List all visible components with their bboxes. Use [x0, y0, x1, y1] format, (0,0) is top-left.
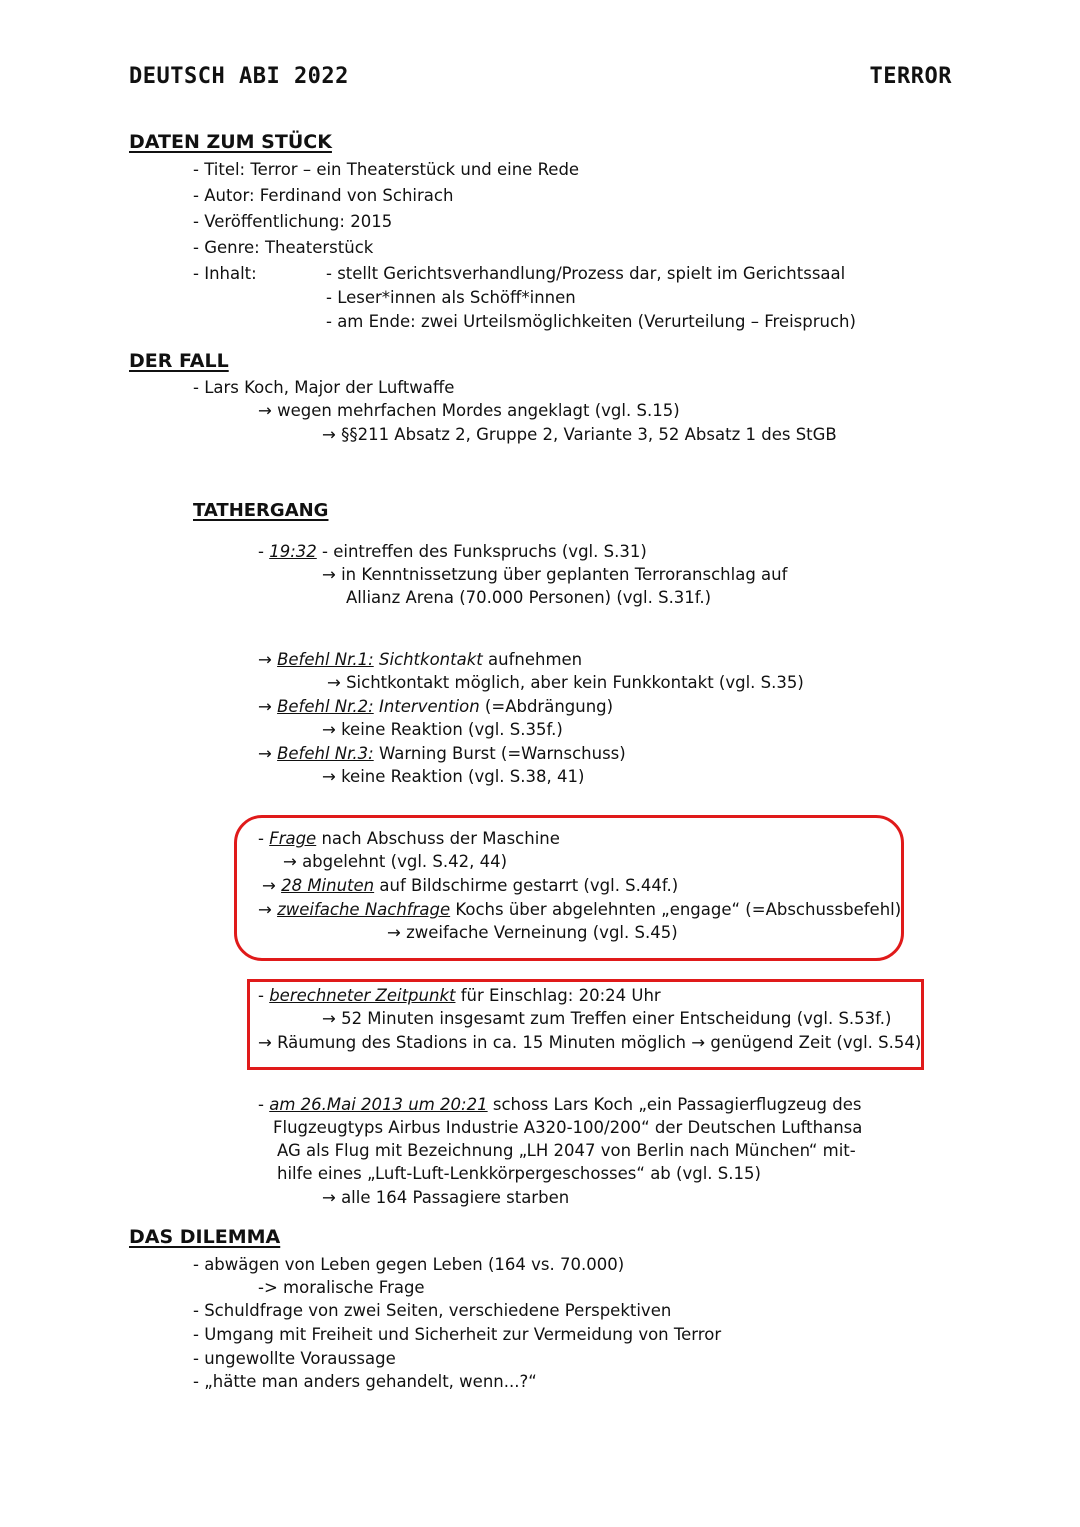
tathergang-entry-1932-sub: → in Kenntnissetzung über geplanten Terroranschlag auf [322, 565, 788, 584]
zweifache-nachfrage: → zweifache Nachfrage Kochs über abgelehnten „engage“ (=Abschussbefehl) [258, 900, 902, 919]
abschuss-ereignis-result: → alle 164 Passagiere starben [322, 1188, 570, 1207]
befehl-2-result: → keine Reaktion (vgl. S.35f.) [322, 720, 563, 739]
befehl-1: → Befehl Nr.1: Sichtkontakt aufnehmen [258, 650, 583, 669]
berechneter-zeitpunkt: - berechneter Zeitpunkt für Einschlag: 20:24 Uhr [258, 986, 661, 1005]
dilemma-line: -> moralische Frage [258, 1278, 425, 1297]
abschuss-ereignis-line: hilfe eines „Luft-Luft-Lenkkörpergeschosses“ ab (vgl. S.15) [277, 1164, 761, 1183]
abschuss-ereignis-line: Flugzeugtyps Airbus Industrie A320-100/200“ der Deutschen Lufthansa [273, 1118, 863, 1137]
befehl-1-result: → Sichtkontakt möglich, aber kein Funkkontakt (vgl. S.35) [327, 673, 804, 692]
daten-titel: - Titel: Terror – ein Theaterstück und eine Rede [193, 160, 580, 179]
fall-line-2: → wegen mehrfachen Mordes angeklagt (vgl. S.15) [258, 401, 680, 420]
tathergang-entry-1932: - 19:32 - eintreffen des Funkspruchs (vgl. S.31) [258, 542, 647, 561]
befehl-3-result: → keine Reaktion (vgl. S.38, 41) [322, 767, 585, 786]
dilemma-line: - Schuldfrage von zwei Seiten, verschiedene Perspektiven [193, 1301, 672, 1320]
abschuss-ereignis-line: AG als Flug mit Bezeichnung „LH 2047 von Berlin nach München“ mit- [277, 1141, 856, 1160]
daten-autor: - Autor: Ferdinand von Schirach [193, 186, 454, 205]
fall-line-3: → §§211 Absatz 2, Gruppe 2, Variante 3, 52 Absatz 1 des StGB [322, 425, 837, 444]
daten-inhalt-item: - Leser*innen als Schöff*innen [326, 288, 576, 307]
section-title-dilemma: DAS DILEMMA [129, 1226, 281, 1248]
dilemma-line: - Umgang mit Freiheit und Sicherheit zur Vermeidung von Terror [193, 1325, 722, 1344]
section-title-fall: DER FALL [129, 350, 229, 372]
header-topic: TERROR [869, 64, 952, 89]
daten-veroeffentlichung: - Veröffentlichung: 2015 [193, 212, 393, 231]
fall-line-1: - Lars Koch, Major der Luftwaffe [193, 378, 455, 397]
dilemma-line: - ungewollte Voraussage [193, 1349, 396, 1368]
befehl-2: → Befehl Nr.2: Intervention (=Abdrängung) [258, 697, 614, 716]
section-title-daten: DATEN ZUM STÜCK [129, 131, 332, 153]
berechneter-zeitpunkt-sub: → 52 Minuten insgesamt zum Treffen einer Entscheidung (vgl. S.53f.) [322, 1009, 892, 1028]
abschuss-ereignis: - am 26.Mai 2013 um 20:21 schoss Lars Koch „ein Passagierflugzeug des [258, 1095, 862, 1114]
tathergang-entry-1932-sub: Allianz Arena (70.000 Personen) (vgl. S.31f.) [346, 588, 712, 607]
minuten-gestarrt: → 28 Minuten auf Bildschirme gestarrt (vgl. S.44f.) [262, 876, 679, 895]
header-subject: DEUTSCH ABI 2022 [129, 64, 349, 89]
raeumung-stadion: → Räumung des Stadions in ca. 15 Minuten möglich → genügend Zeit (vgl. S.54) [258, 1033, 922, 1052]
daten-inhalt-item: - am Ende: zwei Urteilsmöglichkeiten (Verurteilung – Freispruch) [326, 312, 856, 331]
zweifache-nachfrage-result: → zweifache Verneinung (vgl. S.45) [387, 923, 678, 942]
befehl-3: → Befehl Nr.3: Warning Burst (=Warnschuss) [258, 744, 626, 763]
frage-abschuss: - Frage nach Abschuss der Maschine [258, 829, 560, 848]
dilemma-line: - abwägen von Leben gegen Leben (164 vs. 70.000) [193, 1255, 625, 1274]
daten-inhalt-label: - Inhalt: [193, 264, 257, 283]
section-title-tathergang: TATHERGANG [193, 500, 329, 521]
frage-abschuss-result: → abgelehnt (vgl. S.42, 44) [283, 852, 508, 871]
daten-genre: - Genre: Theaterstück [193, 238, 374, 257]
dilemma-line: - „hätte man anders gehandelt, wenn...?“ [193, 1372, 537, 1391]
daten-inhalt-item: - stellt Gerichtsverhandlung/Prozess dar, spielt im Gerichtssaal [326, 264, 846, 283]
